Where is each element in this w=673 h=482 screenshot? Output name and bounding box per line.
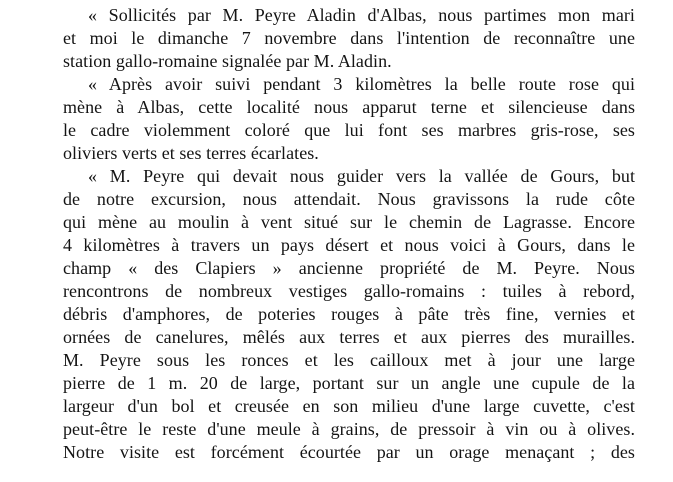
paragraph-3-line-8: ornées de canelures, mêlés aux terres et aux pierres des murailles. — [63, 327, 635, 347]
paragraph-3-line-2: de notre excursion, nous attendait. Nous gravissons la rude côte — [63, 189, 635, 209]
paragraph-3-line-4: 4 kilomètres à travers un pays désert et nous voici à Gours, dans le — [63, 235, 635, 255]
paragraph-3-line-1: « M. Peyre qui devait nous guider vers la vallée de Gours, but — [88, 166, 635, 186]
paragraph-3-line-5: champ « des Clapiers » ancienne propriété de M. Peyre. Nous — [63, 258, 635, 278]
paragraph-3-line-12: peut-être le reste d'une meule à grains, de pressoir à vin ou à olives. — [63, 419, 635, 439]
paragraph-2-line-1: « Après avoir suivi pendant 3 kilomètres la belle route rose qui — [88, 74, 635, 94]
paragraph-3-line-10: pierre de 1 m. 20 de large, portant sur un angle une cupule de la — [63, 373, 635, 393]
paragraph-1-line-1: « Sollicités par M. Peyre Aladin d'Albas, nous partimes mon mari — [88, 5, 635, 25]
paragraph-2-line-4: oliviers verts et ses terres écarlates. — [63, 143, 319, 163]
paragraph-3-line-11: largeur d'un bol et creusée en son milieu d'une large cuvette, c'est — [63, 396, 635, 416]
paragraph-1-line-3: station gallo-romaine signalée par M. Aladin. — [63, 51, 392, 71]
paragraph-2-line-2: mène à Albas, cette localité nous apparut terne et silencieuse dans — [63, 97, 635, 117]
paragraph-2-line-3: le cadre violemment coloré que lui font ses marbres gris-rose, ses — [63, 120, 635, 140]
paragraph-3-line-7: débris d'amphores, de poteries rouges à pâte très fine, vernies et — [63, 304, 635, 324]
paragraph-3-line-6: rencontrons de nombreux vestiges gallo-romains : tuiles à rebord, — [63, 281, 635, 301]
paragraph-1-line-2: et moi le dimanche 7 novembre dans l'intention de reconnaître une — [63, 28, 635, 48]
paragraph-3-line-9: M. Peyre sous les ronces et les cailloux met à jour une large — [63, 350, 635, 370]
paragraph-3-line-3: qui mène au moulin à vent situé sur le chemin de Lagrasse. Encore — [63, 212, 635, 232]
paragraph-3-line-13: Notre visite est forcément écourtée par un orage menaçant ; des — [63, 442, 635, 462]
